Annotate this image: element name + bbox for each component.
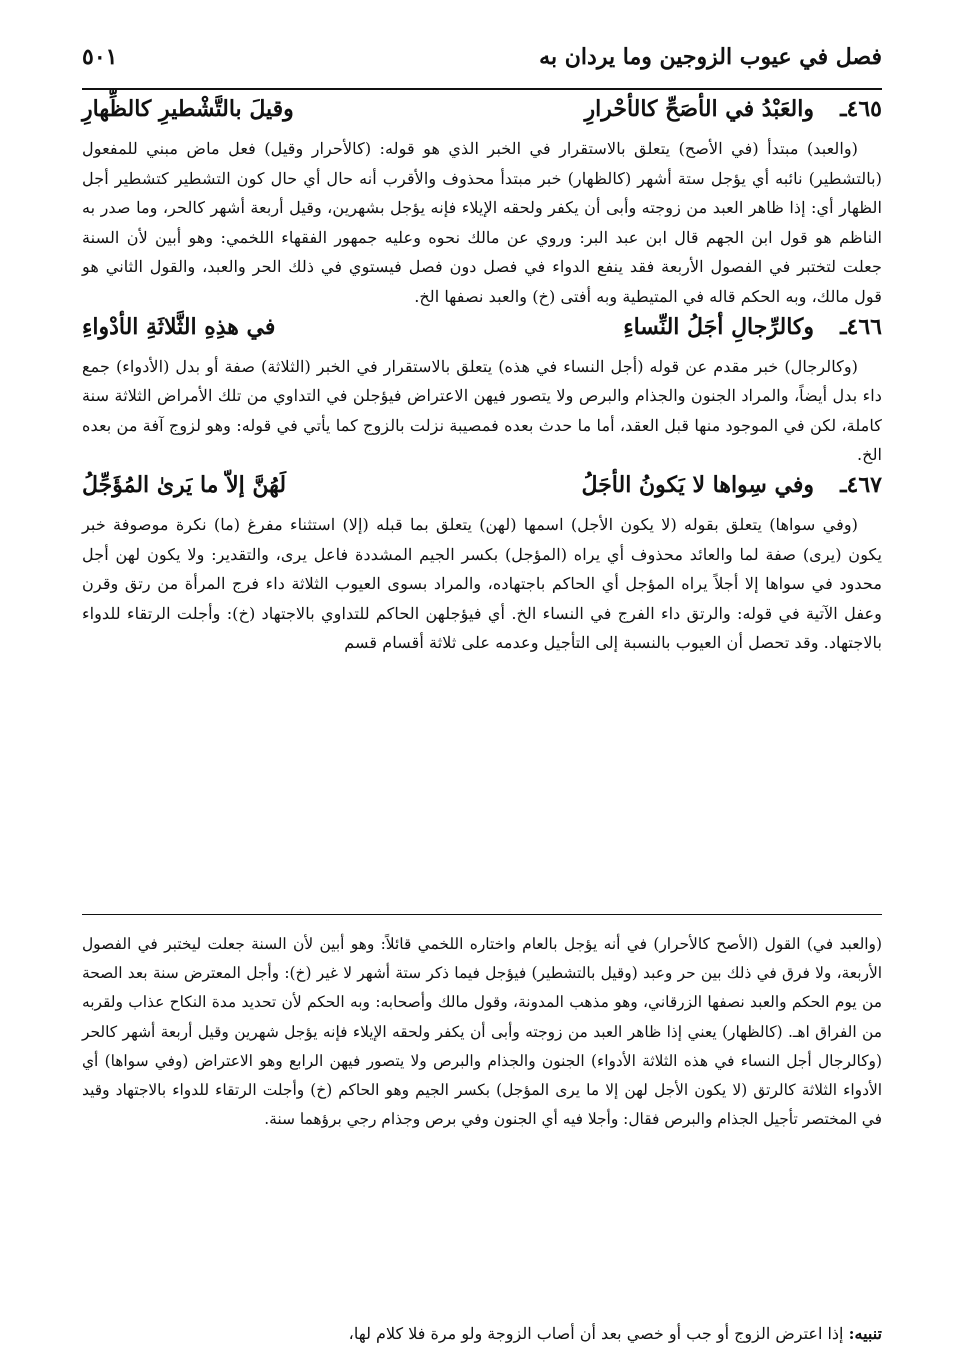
verse-hemistich-first: والعَبْدُ في الأصَحِّ كالأحْرارِ xyxy=(584,96,814,122)
commentary-466: (وكالرجال) خبر مقدم عن قوله (أجل النساء في هذه) يتعلق بالاستقرار في الخبر (الثلاثة) صفة أو بدل (الأدواء) جمع داء بدل أيضاً، والمراد الجنون والجذام والبرص ولا يتصور فيهن الاعتراض فيؤجلن في التداوي من تلك الأمراض الثلاثة سنة كاملة، لكن في الموجود منها قبل العقد، أما ما حدث بعده فمصيبة نزلت بالزوج كما يأتي في قوله: وهو لزوج آفة من بعده الخ. xyxy=(82,356,882,465)
verse-hemistich-second: وقيلَ بالتَّشْطيرِ كالظِّهارِ xyxy=(82,96,294,122)
header-divider xyxy=(82,88,882,90)
note-label: تنبيه: xyxy=(848,1324,882,1343)
verse-467 xyxy=(82,470,882,510)
page-header xyxy=(82,36,882,84)
book-page xyxy=(82,36,882,1343)
verse-hemistich-first: وفي سِواها لا يَكونُ الأجَلُ xyxy=(581,471,814,498)
note-text: إذا اعترض الزوج أو جب أو خصي بعد أن أصاب الزوجة ولو مرة فلا كلام لها، xyxy=(348,1324,844,1343)
footnote: (والعبد في) القول (الأصح كالأحرار) في أنه يؤجل بالعام واختاره اللخمي قائلاً: وهو أبين لأن السنة جعلت ليختبر في الفصول الأربعة، ولا فرق في ذلك بين حر وعبد (وقيل بالتشطير) فيؤجل فيما ذكر ستة أشهر لا غير (خ): وأجل المعترض سنة بعد الصحة من يوم الحكم والعبد نصفها الزرقاني، وهو مذهب المدونة، وقول مالك وأصحابه: وبه الحكم لأن تحديد مدة النكاح عذاب ولقربه من الفراق اهـ. (كالظهار) يعني إذا ظاهر العبد من زوجته وأبى أن يكفر ولحقه الإيلاء فإنه يؤجل شهرين وقيل أربعة أشهر كالحر (وكالرجال أجل النساء في هذه الثلاثة الأدواء) الجنون والجذام والبرص ولا يتصور فيهن الرابع وهو الاعتراض (وفي سواها) أي الأدواء الثلاثة كالرتق (لا يكون الأجل لهن إلا ما يرى المؤجل) بكسر الجيم وهو الحاكم (خ) وأجلت الرتقاء للدواء بالاجتهاد وقيد في المختصر تأجيل الجذام والبرص فقال: وأجلا فيه أي الجنون وفي برص وجذام رجي برؤهما سنة. xyxy=(82,935,882,1129)
verse-hemistich-first: وكالرِّجالِ أجَلُ النِّساءِ xyxy=(623,313,814,340)
commentary-467: (وفي سواها) يتعلق بقوله (لا يكون الأجل) اسمها (لهن) يتعلق بما قبله (إلا) استثناء مفرغ (ما) نكرة موصوفة خبر يكون (يرى) صفة لما والعائد محذوف أي يراه (المؤجل) بكسر الجيم المشددة فاعل يرى، والتقدير: ولا يكون لهن أجل محدود في سواها إلا أجلاً يراه المؤجل أي الحاكم باجتهاده، والمراد بسوى العيوب الثلاثة داء فرج المرأة من رتق وقرن وعفل الآتية في قوله: والرتق داء الفرج في النساء الخ. أي فيؤجلهن الحاكم للتداوي بالاجتهاد (خ): وأجلت الرتقاء للدواء بالاجتهاد. وقد تحصل أن العيوب بالنسبة إلى التأجيل وعدمه على ثلاثة أقسام قسم xyxy=(82,514,882,653)
verse-465 xyxy=(82,94,882,134)
footnote-divider xyxy=(82,914,882,915)
verse-number: ٤٦٥ـ xyxy=(840,96,882,122)
verse-number: ٤٦٦ـ xyxy=(840,313,882,340)
verse-466 xyxy=(82,312,882,352)
commentary-465: (والعبد) مبتدأ (في الأصح) يتعلق بالاستقرار في الخبر الذي هو قوله: (كالأحرار وقيل) فعل ماض مبني للمفعول (بالتشطير) نائبه أي يؤجل ستة أشهر (كالظهار) خبر مبتدأ محذوف والأقرب أنه حال أي حال كون التشطير كتشطير أجل الظهار أي: إذا ظاهر العبد من زوجته وأبى أن يكفر ولحقه الإيلاء فإنه يؤجل بشهرين، وقيل أربعة أشهر كالحر، وما صدر به الناظم هو قول ابن الجهم قال ابن عبد البر: وروي عن مالك نحوه وعليه جمهور الفقهاء اللخمي: وهو أبين لأن السنة جعلت لتختبر في الفصول الأربعة فقد ينفع الدواء في فصل دون فصل فيستوي في ذلك الحر والعبد، والقول الثاني هو قول مالك، وبه الحكم قاله في المتيطية وبه أفتى (خ) والعبد نصفها الخ. xyxy=(82,139,882,306)
verse-hemistich-second: لَهُنَّ إلاّ ما يَرىٰ المُؤَجِّلُ xyxy=(82,471,287,498)
note xyxy=(82,1324,882,1343)
running-title: فصل في عيوب الزوجين وما يردان به xyxy=(539,44,882,70)
page-number: ٥٠١ xyxy=(82,44,118,70)
verse-hemistich-second: في هذِهِ الثَّلاثَةِ الأدْواءِ xyxy=(82,313,276,340)
main-text xyxy=(82,94,882,658)
verse-number: ٤٦٧ـ xyxy=(840,471,882,498)
